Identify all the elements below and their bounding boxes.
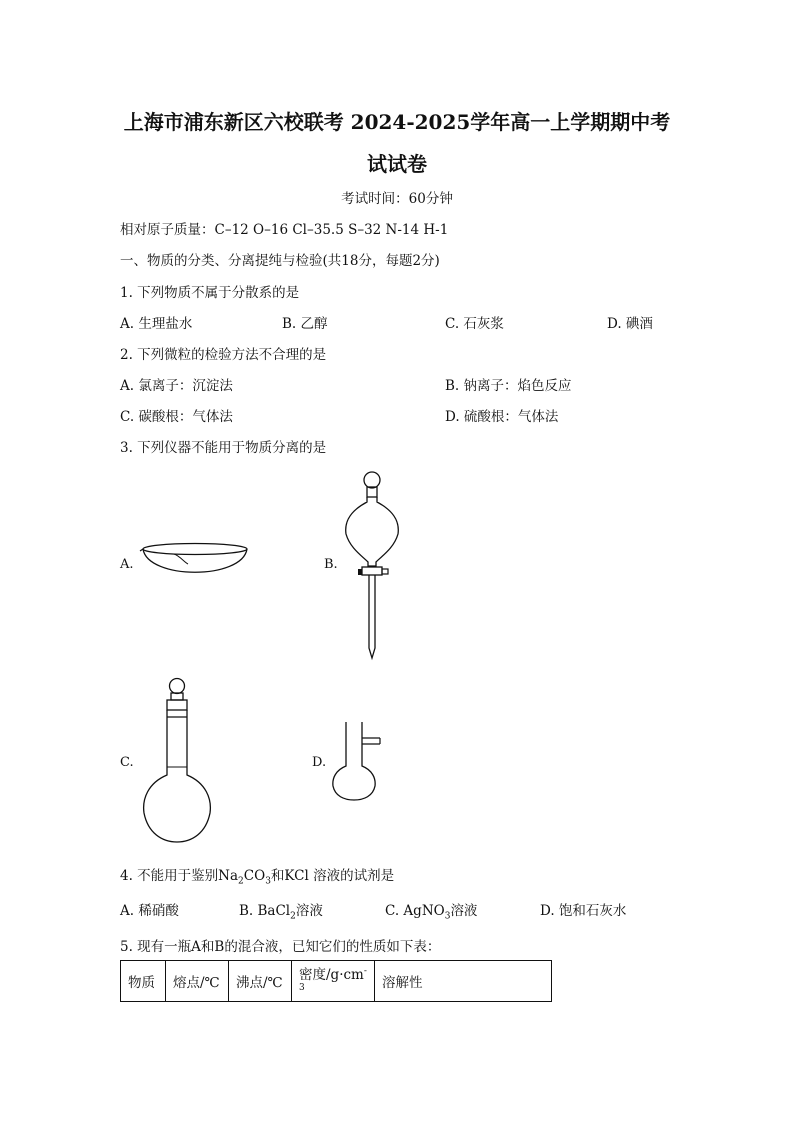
evaporating-dish-icon <box>140 540 252 586</box>
question-1-stem: 1. 下列物质不属于分散系的是 <box>120 285 300 301</box>
q4-option-c: C. AgNO$_3$溶液 <box>385 903 478 922</box>
table-header-substance: 物质 <box>121 961 166 1002</box>
properties-table <box>120 960 552 1002</box>
table-header-boiling-point: 沸点/℃ <box>229 961 292 1002</box>
table-header-solubility: 溶解性 <box>375 961 552 1002</box>
q4-option-b: B. BaCl$_2$溶液 <box>239 903 323 922</box>
q1-option-b: B. 乙醇 <box>282 316 328 332</box>
q4-option-d: D. 饱和石灰水 <box>540 903 627 919</box>
table-header-melting-point: 熔点/℃ <box>166 961 229 1002</box>
q2-option-a: A. 氯离子：沉淀法 <box>120 378 233 394</box>
question-4-stem: 4. 不能用于鉴别$Na_2CO_3$和KCl 溶液的试剂是 <box>120 868 395 887</box>
q2-option-d: D. 硫酸根：气体法 <box>445 409 559 425</box>
q3-label-c: C. <box>120 755 134 770</box>
atomic-mass-line: 相对原子质量：C–12 O–16 Cl–35.5 S–32 N-14 H-1 <box>120 222 449 238</box>
q1-option-c: C. 石灰浆 <box>445 316 504 332</box>
q3-label-d: D. <box>312 755 327 770</box>
q1-option-d: D. 碘酒 <box>607 316 653 332</box>
exam-title-line1: 上海市浦东新区六校联考 2024-2025学年高一上学期期中考 <box>123 110 671 134</box>
q2-option-b: B. 钠离子：焰色反应 <box>445 378 572 394</box>
section-heading: 一、物质的分类、分离提纯与检验(共18分，每题2分) <box>120 253 440 269</box>
question-2-stem: 2. 下列微粒的检验方法不合理的是 <box>120 347 327 363</box>
exam-title-line2: 试试卷 <box>367 152 427 176</box>
separatory-funnel-icon <box>342 470 404 662</box>
question-3-stem: 3. 下列仪器不能用于物质分离的是 <box>120 440 327 456</box>
distilling-flask-icon <box>330 720 386 802</box>
table-header-density: 密度$/g\cdot cm^{-3}$ <box>292 961 375 1002</box>
q3-label-a: A. <box>120 557 134 572</box>
question-5-stem: 5. 现有一瓶A和B的混合液，已知它们的性质如下表： <box>120 939 441 955</box>
q1-option-a: A. 生理盐水 <box>120 316 193 332</box>
exam-time: 考试时间：60分钟 <box>341 191 453 207</box>
q3-label-b: B. <box>324 557 338 572</box>
q2-option-c: C. 碳酸根：气体法 <box>120 409 233 425</box>
table-row <box>121 961 552 1002</box>
q4-option-a: A. 稀硝酸 <box>120 903 179 919</box>
volumetric-flask-icon <box>140 677 216 845</box>
